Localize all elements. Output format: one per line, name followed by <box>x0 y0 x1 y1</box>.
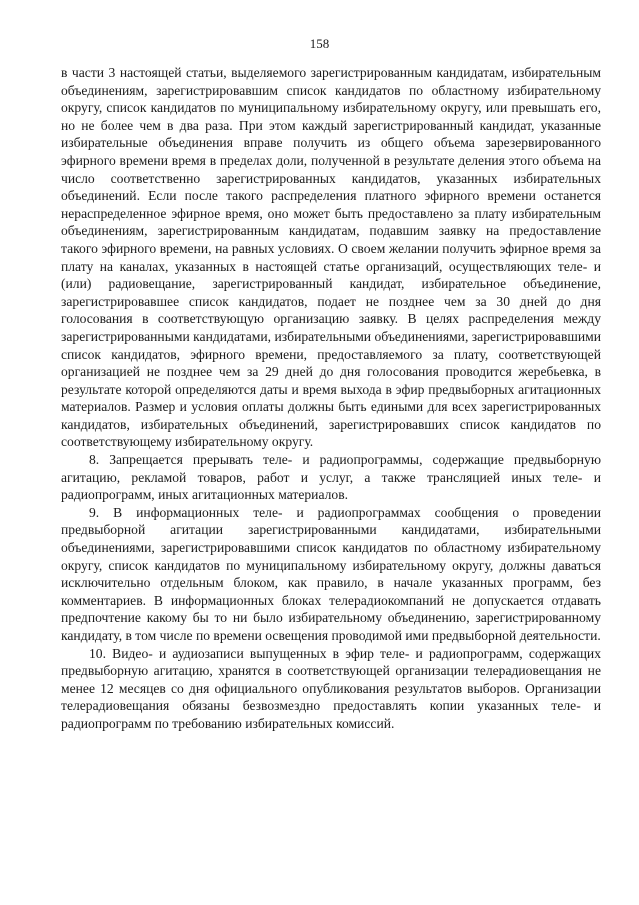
paragraph-item-8: 8. Запрещается прерывать теле- и радиопрограммы, содержащие предвыборную агитацию, рекламой товаров, работ и услуг, а также трансляцией иных теле- и радиопрограмм, иных агитационных материалов. <box>61 452 601 503</box>
paragraph-item-10: 10. Видео- и аудиозаписи выпущенных в эфир теле- и радиопрограмм, содержащих предвыборную агитацию, хранятся в соответствующей организации телерадиовещания не менее 12 месяцев со дня официального опубликования результатов выборов. Организации телерадиовещания обязаны безвозмездно предоставлять копии указанных теле- и радиопрограмм по требованию избирательных комиссий. <box>61 645 601 731</box>
page-number: 158 <box>309 36 330 51</box>
paragraph-item-9: 9. В информационных теле- и радиопрограммах сообщения о проведении предвыборной агитации зарегистрированными кандидатами, избирательными объединениями, зарегистрировавшими список кандидатов по областному избирательному округу, список кандидатов по муниципальному избирательному округу, должны даваться исключительно отдельным блоком, как правило, в начале указанных программ, без комментариев. В информационных блоках телерадиокомпаний не допускается отдавать предпочтение какому бы то ни было избирательному объединению, зарегистрированному кандидату, в том числе по времени освещения проводимой ими предвыборной деятельности. <box>61 504 601 643</box>
paragraph-continuation: в части 3 настоящей статьи, выделяемого зарегистрированным кандидатам, избирательным объединениям, зарегистрировавшим список кандидатов по областному избирательному округу, список кандидатов по муниципальному избирательному округу, или превышать его, но не более чем в два раза. При этом каждый зарегистрированный кандидат, указанные избирательные объединения вправе получить из общего объема зарезервированного эфирного времени время в пределах доли, полученной в результате деления этого объема на число соответственно зарегистрированных кандидатов, указанных избирательных объединений. Если после такого распределения платного эфирного времени останется нераспределенное эфирное время, оно может быть предоставлено за плату избирательным объединениям, зарегистрированным кандидатам, подавшим заявку на предоставление такого эфирного времени, на равных условиях. О своем желании получить эфирное время за плату на каналах, указанных в настоящей статье организаций, осуществляющих теле- и (или) радиовещание, зарегистрированный кандидат, избирательное объединение, зарегистрировавшее список кандидатов, подает не позднее чем за 30 дней до дня голосования в соответствующую организацию заявку. В целях распределения между зарегистрированными кандидатами, избирательными объединениями, зарегистрировавшими список кандидатов, эфирного времени, предоставляемого за плату, соответствующей организацией не позднее чем за 29 дней до дня голосования проводится жеребьевка, в результате которой определяются даты и время выхода в эфир предвыборных агитационных материалов. Размер и условия оплаты должны быть едиными для всех зарегистрированных кандидатов, избирательных объединений, зарегистрировавших список кандидатов по соответствующему избирательному округу. <box>61 65 601 450</box>
document-body <box>61 64 601 733</box>
